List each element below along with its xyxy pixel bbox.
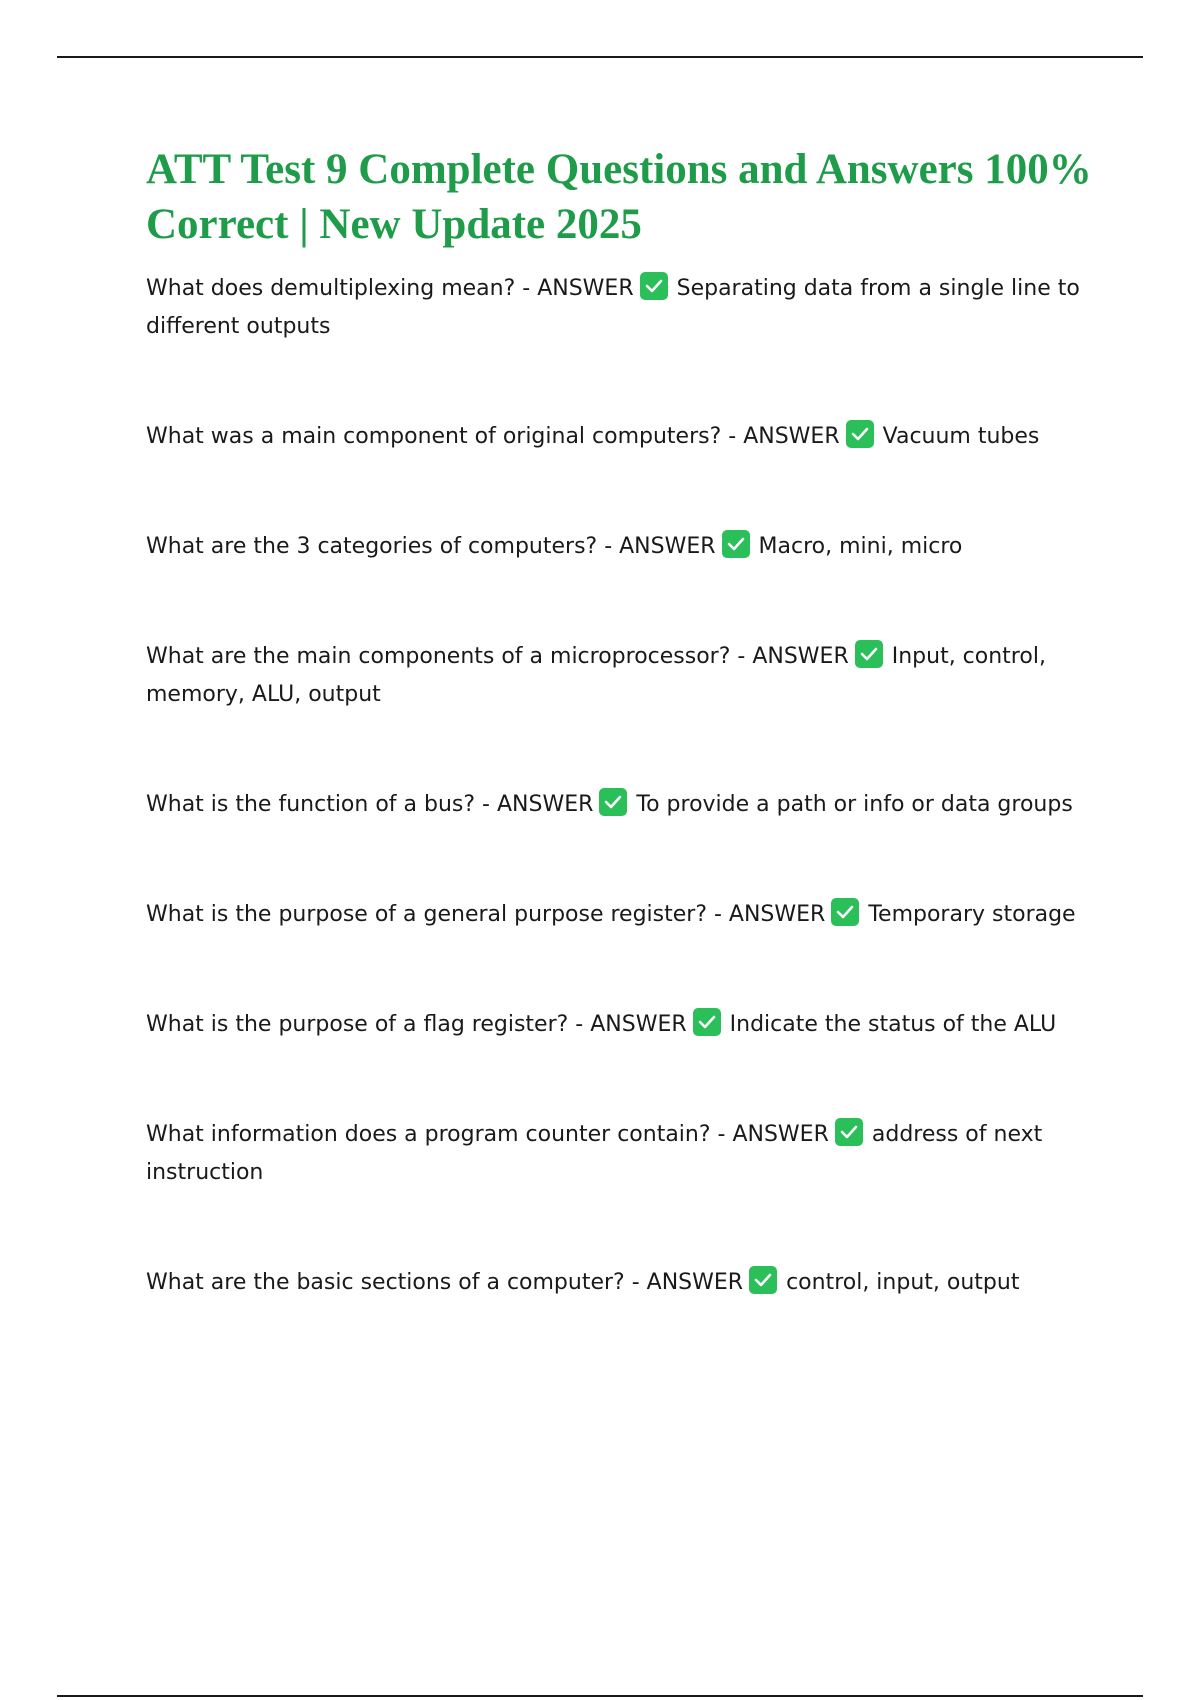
answer-text: Input, control, memory, ALU, output (146, 644, 1046, 707)
question-text: What are the 3 categories of computers? - ANSWER (146, 534, 716, 559)
checkmark-icon (599, 788, 627, 816)
checkmark-icon (640, 272, 668, 300)
question-text: What is the function of a bus? - ANSWER (146, 792, 594, 817)
question-text: What was a main component of original computers? - ANSWER (146, 424, 840, 449)
qa-item (146, 1006, 1106, 1044)
answer-text: control, input, output (786, 1270, 1020, 1295)
question-text: What are the main components of a microprocessor? - ANSWER (146, 644, 849, 669)
question-text: What does demultiplexing mean? - ANSWER (146, 276, 634, 301)
document-body (146, 142, 1106, 1302)
checkmark-icon (855, 640, 883, 668)
qa-list (146, 270, 1106, 1302)
answer-text: To provide a path or info or data groups (636, 792, 1073, 817)
qa-item (146, 896, 1106, 934)
qa-item (146, 418, 1106, 456)
qa-item (146, 1116, 1106, 1192)
qa-item (146, 270, 1106, 346)
question-text: What information does a program counter contain? - ANSWER (146, 1122, 829, 1147)
checkmark-icon (749, 1266, 777, 1294)
checkmark-icon (846, 420, 874, 448)
answer-text: Vacuum tubes (882, 424, 1040, 449)
question-text: What is the purpose of a flag register? - ANSWER (146, 1012, 687, 1037)
checkmark-icon (722, 530, 750, 558)
answer-text: Macro, mini, micro (758, 534, 963, 559)
question-text: What are the basic sections of a computer? - ANSWER (146, 1270, 744, 1295)
checkmark-icon (835, 1118, 863, 1146)
question-text: What is the purpose of a general purpose register? - ANSWER (146, 902, 826, 927)
answer-text: address of next instruction (146, 1122, 1043, 1185)
checkmark-icon (693, 1008, 721, 1036)
qa-item (146, 638, 1106, 714)
qa-item (146, 528, 1106, 566)
answer-text: Indicate the status of the ALU (729, 1012, 1057, 1037)
qa-item (146, 1264, 1106, 1302)
header-rule (57, 56, 1143, 58)
qa-item (146, 786, 1106, 824)
footer-rule (57, 1695, 1143, 1697)
answer-text: Separating data from a single line to different outputs (146, 276, 1080, 339)
answer-text: Temporary storage (868, 902, 1076, 927)
checkmark-icon (831, 898, 859, 926)
document-title: ATT Test 9 Complete Questions and Answers 100% Correct | New Update 2025 (146, 146, 1092, 248)
